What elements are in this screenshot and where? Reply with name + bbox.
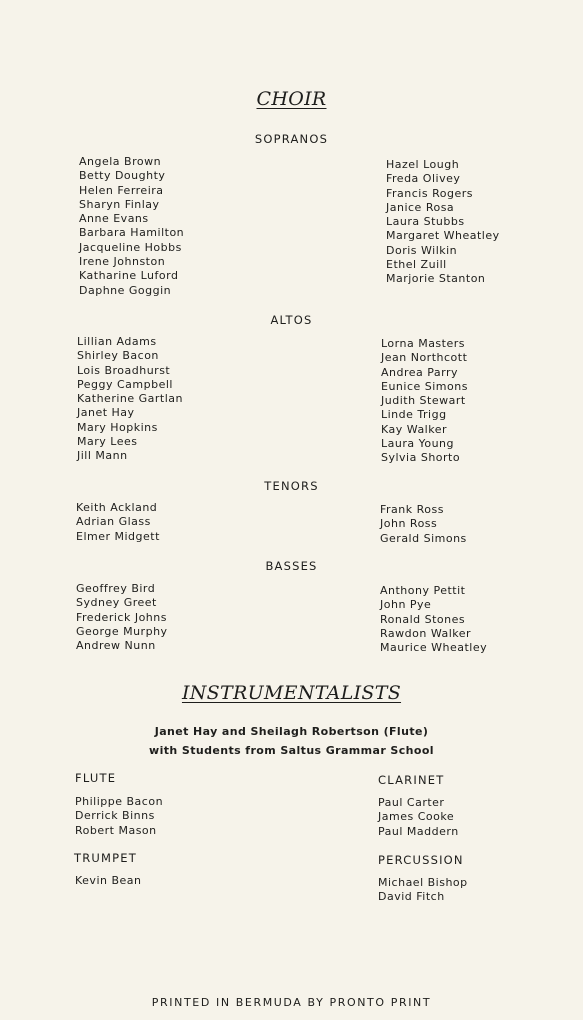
name-item: Rawdon Walker (380, 626, 472, 640)
name-item: James Cooke (378, 810, 455, 824)
sopranos-heading: SOPRANOS (254, 132, 329, 146)
name-item: Marjorie Stanton (386, 272, 486, 286)
name-item: Judith Stewart (381, 394, 466, 408)
name-item: Peggy Campbell (77, 377, 173, 391)
name-item: Katharine Luford (79, 269, 179, 283)
name-item: Sydney Greet (76, 596, 157, 610)
name-item: Janice Rosa (386, 200, 455, 214)
printer-credit: PRINTED IN BERMUDA BY PRONTO PRINT (151, 996, 432, 1009)
name-item: Sharyn Finlay (79, 197, 160, 211)
name-item: Barbara Hamilton (79, 226, 185, 240)
name-item: Anthony Pettit (380, 584, 466, 597)
name-item: Daphne Goggin (79, 283, 172, 297)
name-item: Elmer Midgett (76, 529, 160, 543)
trumpet-heading: TRUMPET (74, 851, 137, 865)
name-item: Ethel Zuill (386, 258, 447, 272)
tenors-right-list (380, 503, 467, 546)
name-item: Francis Rogers (386, 186, 473, 200)
name-item: Jill Mann (77, 449, 128, 463)
name-item: Frank Ross (380, 503, 444, 516)
name-item: Andrea Parry (381, 365, 459, 379)
name-item: Derrick Binns (75, 809, 155, 823)
name-item: Eunice Simons (381, 379, 468, 393)
name-item: Paul Maddern (378, 824, 459, 838)
instrumentalists-line-1: Janet Hay and Sheilagh Robertson (Flute) (154, 725, 429, 738)
altos-left-list (77, 335, 183, 464)
name-item: Hazel Lough (386, 158, 460, 171)
altos-right-list (381, 337, 468, 466)
trumpet-list (75, 874, 142, 888)
name-item: Jacqueline Hobbs (79, 240, 182, 254)
name-item: Jean Northcott (381, 351, 468, 365)
name-item: Maurice Wheatley (380, 641, 488, 655)
name-item: Andrew Nunn (76, 639, 156, 653)
basses-heading: BASSES (265, 559, 318, 573)
name-item: Betty Doughty (79, 169, 166, 183)
name-item: Katherine Gartlan (77, 392, 183, 406)
name-item: John Ross (380, 517, 438, 531)
name-item: George Murphy (76, 624, 168, 638)
name-item: Frederick Johns (76, 610, 167, 624)
name-item: Linde Trigg (381, 408, 447, 422)
name-item: Irene Johnston (79, 255, 166, 269)
name-item: Ronald Stones (380, 612, 466, 626)
name-item: Janet Hay (77, 406, 135, 420)
name-item: Lorna Masters (381, 337, 465, 350)
altos-heading: ALTOS (270, 313, 313, 327)
name-item: Kevin Bean (75, 874, 142, 887)
name-item: Lois Broadhurst (77, 363, 171, 377)
name-item: Shirley Bacon (77, 349, 159, 363)
tenors-heading: TENORS (264, 479, 319, 493)
name-item: Mary Hopkins (77, 420, 158, 434)
instrumentalists-title: INSTRUMENTALISTS (181, 682, 402, 704)
name-item: Helen Ferreira (79, 183, 164, 197)
name-item: Anne Evans (79, 212, 149, 226)
instrumentalists-line-2: with Students from Saltus Grammar School (149, 744, 434, 757)
flute-list (75, 795, 163, 838)
name-item: Laura Stubbs (386, 215, 465, 229)
name-item: Adrian Glass (76, 515, 151, 529)
name-item: John Pye (380, 598, 432, 612)
name-item: Robert Mason (75, 823, 157, 837)
choir-title: CHOIR (256, 88, 327, 110)
basses-left-list (76, 582, 168, 653)
name-item: Philippe Bacon (75, 795, 164, 808)
name-item: Lillian Adams (77, 335, 157, 348)
tenors-left-list (76, 501, 160, 544)
name-item: Sylvia Shorto (381, 451, 461, 465)
name-item: Kay Walker (381, 422, 448, 436)
name-item: Gerald Simons (380, 531, 467, 545)
name-item: Angela Brown (79, 155, 162, 168)
name-item: Doris Wilkin (386, 243, 458, 257)
percussion-list (378, 876, 468, 905)
name-item: Laura Young (381, 437, 455, 451)
name-item: Margaret Wheatley (386, 229, 500, 243)
name-item: Geoffrey Bird (76, 582, 156, 595)
basses-right-list (380, 584, 487, 655)
clarinet-heading: CLARINET (378, 773, 445, 787)
name-item: David Fitch (378, 890, 445, 904)
clarinet-list (378, 796, 459, 839)
name-item: Freda Olivey (386, 172, 461, 186)
flute-heading: FLUTE (75, 771, 117, 785)
name-item: Mary Lees (77, 435, 138, 449)
name-item: Keith Ackland (76, 501, 158, 514)
sopranos-right-list (386, 158, 500, 287)
sopranos-left-list (79, 155, 184, 298)
name-item: Michael Bishop (378, 876, 468, 889)
percussion-heading: PERCUSSION (378, 853, 464, 867)
name-item: Paul Carter (378, 796, 445, 809)
